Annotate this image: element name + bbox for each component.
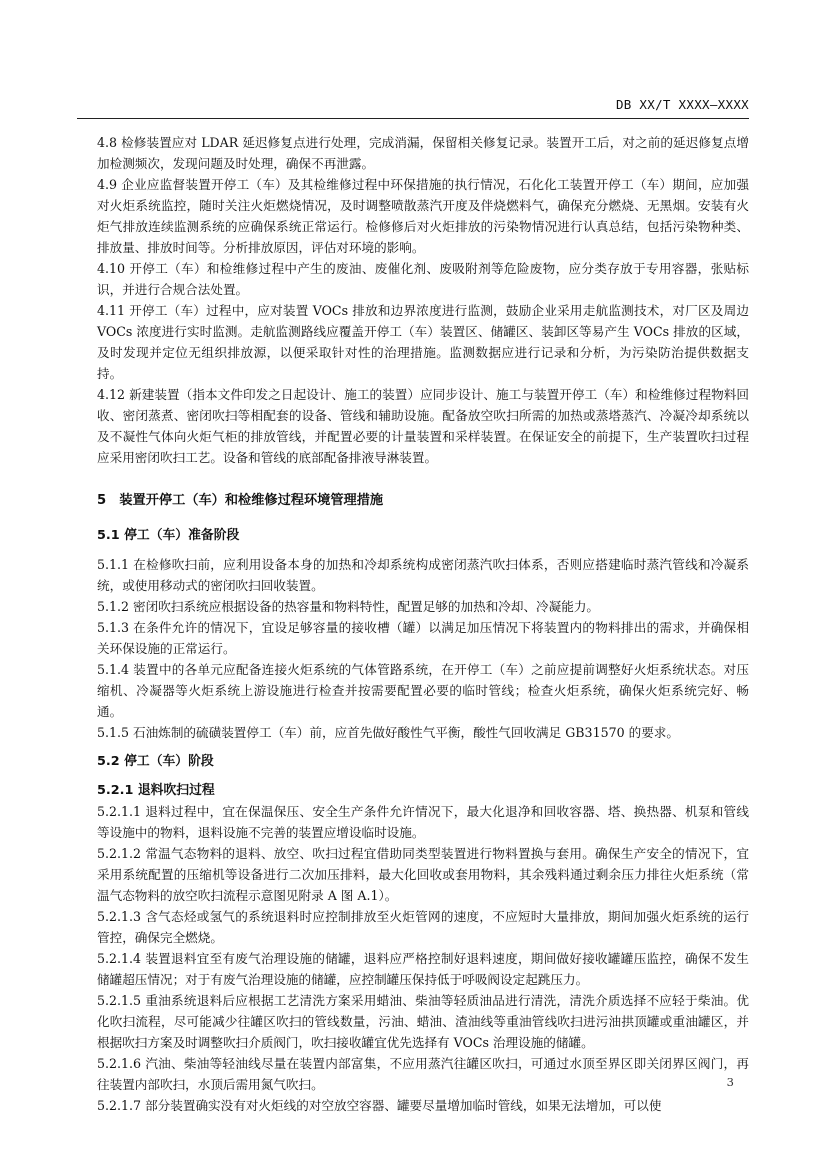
- clause-5-1-4: 5.1.4 装置中的各单元应配备连接火炬系统的气体管路系统，在开停工（车）之前应提前调整好火炬系统状态。对压缩机、冷凝器等火炬系统上游设施进行检查并按需要配置必要的临时管线；检查火炬系统，确保火炬系统完好、畅通。: [97, 662, 749, 719]
- section-5-1-heading: 5.1 停工（车）准备阶段: [97, 528, 240, 543]
- page-number: 3: [726, 1075, 734, 1089]
- clause-5-2-1-5: 5.2.1.5 重油系统退料后应根据工艺清洗方案采用蜡油、柴油等轻质油品进行清洗，清洗介质选择不应轻于柴油。优化吹扫流程，尽可能减少往罐区吹扫的管线数量，污油、蜡油、渣油线等重油管线吹扫进污油拱顶罐或重油罐区，并根据吹扫方案及时调整吹扫介质阀门，吹扫接收罐宜优先选择有 VOCs 治理设施的储罐。: [97, 993, 749, 1050]
- clause-5-2-1-4: 5.2.1.4 装置退料宜至有废气治理设施的储罐，退料应严格控制好退料速度，期间做好接收罐罐压监控，确保不发生储罐超压情况；对于有废气治理设施的储罐，应控制罐压保持低于呼吸阀设定起跳压力。: [97, 951, 749, 987]
- clause-5-1-5: 5.1.5 石油炼制的硫磺装置停工（车）前，应首先做好酸性气平衡，酸性气回收满足 GB31570 的要求。: [97, 725, 679, 740]
- clause-5-2-1-3: 5.2.1.3 含气态烃或氢气的系统退料时应控制排放至火炬管网的速度，不应短时大量排放，期间加强火炬系统的运行管控，确保完全燃烧。: [97, 909, 749, 945]
- clause-5-2-1-1: 5.2.1.1 退料过程中，宜在保温保压、安全生产条件允许情况下，最大化退净和回收容器、塔、换热器、机泵和管线等设施中的物料，退料设施不完善的装置应增设临时设施。: [97, 804, 749, 840]
- section-5-2-1-heading: 5.2.1 退料吹扫过程: [97, 783, 215, 798]
- header-divider: [77, 118, 749, 119]
- clause-4-9: 4.9 企业应监督装置开停工（车）及其检维修过程中环保措施的执行情况，石化化工装置开停工（车）期间，应加强对火炬系统监控，随时关注火炬燃烧情况，及时调整喷散蒸汽开度及伴烧燃料气，确保充分燃烧、无黑烟。安装有火炬气排放连续监测系统的应确保系统正常运行。检修修后对火炬排放的污染物情况进行认真总结，包括污染物种类、排放量、排放时间等。分析排放原因，评估对环境的影响。: [97, 177, 749, 255]
- clause-4-12: 4.12 新建装置（指本文件印发之日起设计、施工的装置）应同步设计、施工与装置开停工（车）和检维修过程物料回收、密闭蒸煮、密闭吹扫等相配套的设备、管线和辅助设施。配备放空吹扫所需的加热或蒸塔蒸汽、冷凝冷却系统以及不凝性气体向火炬气柜的排放管线，并配置必要的计量装置和采样装置。在保证安全的前提下，生产装置吹扫过程应采用密闭吹扫工艺。设备和管线的底部配备排液导淋装置。: [97, 387, 749, 465]
- document-code-header: DB XX/T XXXX—XXXX: [615, 97, 749, 112]
- document-body: [97, 132, 749, 1116]
- section-5-heading: 5 装置开停工（车）和检维修过程环境管理措施: [97, 493, 384, 508]
- clause-5-1-2: 5.1.2 密闭吹扫系统应根据设备的热容量和物料特性，配置足够的加热和冷却、冷凝能力。: [97, 599, 600, 614]
- clause-4-8: 4.8 检修装置应对 LDAR 延迟修复点进行处理，完成消漏，保留相关修复记录。装置开工后，对之前的延迟修复点增加检测频次，发现问题及时处理，确保不再泄露。: [97, 135, 749, 171]
- clause-5-2-1-6: 5.2.1.6 汽油、柴油等轻油线尽量在装置内部富集，不应用蒸汽往罐区吹扫，可通过水顶至界区即关闭界区阀门，再往装置内部吹扫，水顶后需用氮气吹扫。: [97, 1056, 749, 1092]
- clause-5-1-3: 5.1.3 在条件允许的情况下，宜设足够容量的接收槽（罐）以满足加压情况下将装置内的物料排出的需求，并确保相关环保设施的正常运行。: [97, 620, 749, 656]
- section-5-2-heading: 5.2 停工（车）阶段: [97, 754, 214, 769]
- clause-5-2-1-2: 5.2.1.2 常温气态物料的退料、放空、吹扫过程宜借助同类型装置进行物料置换与套用。确保生产安全的情况下，宜采用系统配置的压缩机等设备进行二次加压排料，最大化回收或套用物料，其余残料通过剩余压力排往火炬系统（常温气态物料的放空吹扫流程示意图见附录 A 图 A.1）。: [97, 846, 749, 903]
- clause-5-1-1: 5.1.1 在检修吹扫前，应利用设备本身的加热和冷却系统构成密闭蒸汽吹扫体系，否则应搭建临时蒸汽管线和冷凝系统，或使用移动式的密闭吹扫回收装置。: [97, 557, 749, 593]
- clause-5-2-1-7: 5.2.1.7 部分装置确实没有对火炬线的对空放空容器、罐要尽量增加临时管线，如果无法增加，可以使: [97, 1098, 662, 1113]
- clause-4-10: 4.10 开停工（车）和检维修过程中产生的废油、废催化剂、废吸附剂等危险废物，应分类存放于专用容器，张贴标识，并进行合规合法处置。: [97, 261, 749, 297]
- clause-4-11: 4.11 开停工（车）过程中，应对装置 VOCs 排放和边界浓度进行监测，鼓励企业采用走航监测技术，对厂区及周边 VOCs 浓度进行实时监测。走航监测路线应覆盖开停工（车）装置区、储罐区、装卸区等易产生 VOCs 排放的区域，及时发现并定位无组织排放源，以便采取针对性的治理措施。监测数据应进行记录和分析，为污染防治提供数据支持。: [97, 303, 749, 381]
